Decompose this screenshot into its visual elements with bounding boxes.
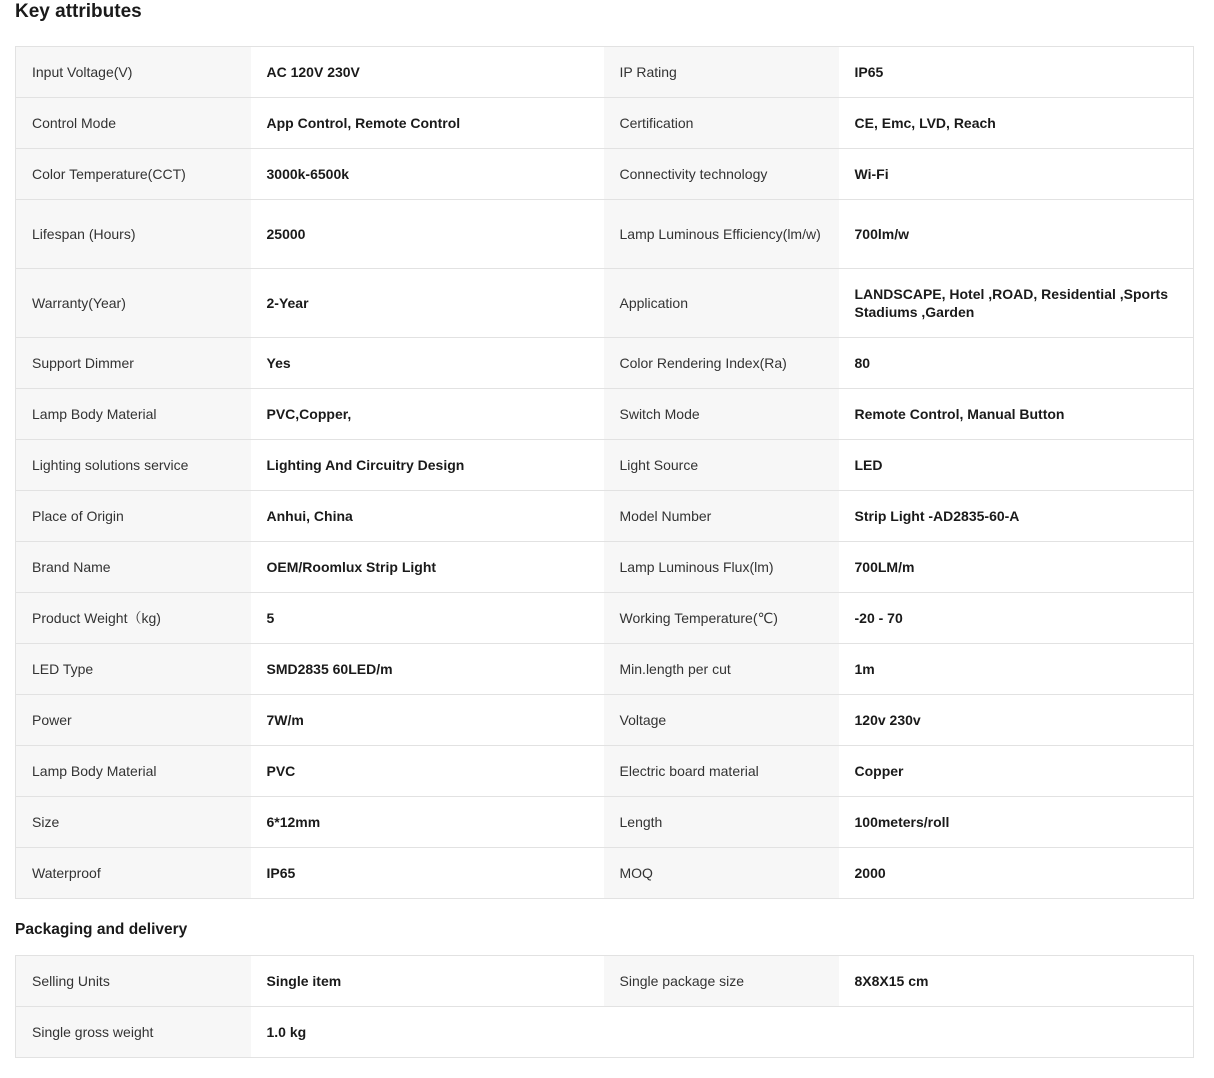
attribute-label: Lamp Luminous Flux(lm) bbox=[604, 542, 839, 593]
attribute-label: Brand Name bbox=[16, 542, 251, 593]
attribute-label: LED Type bbox=[16, 644, 251, 695]
attribute-value: -20 - 70 bbox=[839, 593, 1194, 644]
table-row bbox=[16, 593, 1194, 644]
table-row bbox=[16, 542, 1194, 593]
attribute-label: Connectivity technology bbox=[604, 149, 839, 200]
attribute-value: Wi-Fi bbox=[839, 149, 1194, 200]
attribute-value: 6*12mm bbox=[251, 797, 604, 848]
attribute-value: 120v 230v bbox=[839, 695, 1194, 746]
attribute-label: Support Dimmer bbox=[16, 338, 251, 389]
table-row bbox=[16, 695, 1194, 746]
attribute-value: 1.0 kg bbox=[251, 1007, 604, 1058]
table-row bbox=[16, 338, 1194, 389]
attribute-label: Length bbox=[604, 797, 839, 848]
table-row bbox=[16, 848, 1194, 899]
attribute-value: 7W/m bbox=[251, 695, 604, 746]
attribute-label: Lifespan (Hours) bbox=[16, 200, 251, 269]
attribute-value: Single item bbox=[251, 956, 604, 1007]
attribute-label: Lamp Body Material bbox=[16, 746, 251, 797]
attribute-value: CE, Emc, LVD, Reach bbox=[839, 98, 1194, 149]
attribute-label: Light Source bbox=[604, 440, 839, 491]
attribute-label: Certification bbox=[604, 98, 839, 149]
table-row bbox=[16, 440, 1194, 491]
attribute-value: 2000 bbox=[839, 848, 1194, 899]
packaging-title: Packaging and delivery bbox=[15, 921, 188, 938]
attribute-value: PVC,Copper, bbox=[251, 389, 604, 440]
attribute-label: IP Rating bbox=[604, 47, 839, 98]
attribute-label: Switch Mode bbox=[604, 389, 839, 440]
attribute-label: Model Number bbox=[604, 491, 839, 542]
attribute-value: Copper bbox=[839, 746, 1194, 797]
attribute-value: 8X8X15 cm bbox=[839, 956, 1194, 1007]
table-row bbox=[16, 269, 1194, 338]
attribute-label: Voltage bbox=[604, 695, 839, 746]
attribute-value: App Control, Remote Control bbox=[251, 98, 604, 149]
attribute-label: Lamp Luminous Efficiency(lm/w) bbox=[604, 200, 839, 269]
packaging-table bbox=[15, 955, 1194, 1058]
attribute-label: Lamp Body Material bbox=[16, 389, 251, 440]
attribute-label: Min.length per cut bbox=[604, 644, 839, 695]
attribute-label: Color Rendering Index(Ra) bbox=[604, 338, 839, 389]
attribute-value: Remote Control, Manual Button bbox=[839, 389, 1194, 440]
attribute-value: SMD2835 60LED/m bbox=[251, 644, 604, 695]
table-row bbox=[16, 389, 1194, 440]
attribute-value: AC 120V 230V bbox=[251, 47, 604, 98]
attribute-value: IP65 bbox=[839, 47, 1194, 98]
attribute-label: Working Temperature(℃) bbox=[604, 593, 839, 644]
table-row bbox=[16, 47, 1194, 98]
key-attributes-title: Key attributes bbox=[15, 1, 142, 22]
attribute-label: Product Weight（kg) bbox=[16, 593, 251, 644]
attribute-label: Lighting solutions service bbox=[16, 440, 251, 491]
attribute-value: 80 bbox=[839, 338, 1194, 389]
table-row bbox=[16, 491, 1194, 542]
attribute-value: 3000k-6500k bbox=[251, 149, 604, 200]
attribute-value: 700LM/m bbox=[839, 542, 1194, 593]
attribute-value: Lighting And Circuitry Design bbox=[251, 440, 604, 491]
table-row bbox=[16, 149, 1194, 200]
attribute-label: Selling Units bbox=[16, 956, 251, 1007]
table-row bbox=[16, 797, 1194, 848]
key-attributes-table bbox=[15, 46, 1194, 899]
attribute-label: MOQ bbox=[604, 848, 839, 899]
attribute-label: Single package size bbox=[604, 956, 839, 1007]
attribute-value: 25000 bbox=[251, 200, 604, 269]
attribute-value: LANDSCAPE, Hotel ,ROAD, Residential ,Sports Stadiums ,Garden bbox=[839, 269, 1194, 338]
attribute-label: Waterproof bbox=[16, 848, 251, 899]
attribute-label: Electric board material bbox=[604, 746, 839, 797]
attribute-value: Yes bbox=[251, 338, 604, 389]
table-row bbox=[16, 746, 1194, 797]
attribute-value: PVC bbox=[251, 746, 604, 797]
table-row bbox=[16, 956, 1194, 1007]
attribute-value: OEM/Roomlux Strip Light bbox=[251, 542, 604, 593]
attribute-label: Control Mode bbox=[16, 98, 251, 149]
attribute-value: IP65 bbox=[251, 848, 604, 899]
attribute-value: 700lm/w bbox=[839, 200, 1194, 269]
attribute-label: Input Voltage(V) bbox=[16, 47, 251, 98]
attribute-label: Warranty(Year) bbox=[16, 269, 251, 338]
table-row bbox=[16, 644, 1194, 695]
empty-cell bbox=[604, 1007, 1194, 1058]
table-row bbox=[16, 1007, 1194, 1058]
attribute-label: Power bbox=[16, 695, 251, 746]
attribute-value: 5 bbox=[251, 593, 604, 644]
attribute-label: Place of Origin bbox=[16, 491, 251, 542]
table-row bbox=[16, 200, 1194, 269]
attribute-label: Size bbox=[16, 797, 251, 848]
attribute-label: Single gross weight bbox=[16, 1007, 251, 1058]
attribute-label: Application bbox=[604, 269, 839, 338]
attribute-value: 2-Year bbox=[251, 269, 604, 338]
attribute-value: Anhui, China bbox=[251, 491, 604, 542]
attribute-label: Color Temperature(CCT) bbox=[16, 149, 251, 200]
attribute-value: LED bbox=[839, 440, 1194, 491]
attribute-value: 1m bbox=[839, 644, 1194, 695]
attribute-value: 100meters/roll bbox=[839, 797, 1194, 848]
table-row bbox=[16, 98, 1194, 149]
attribute-value: Strip Light -AD2835-60-A bbox=[839, 491, 1194, 542]
